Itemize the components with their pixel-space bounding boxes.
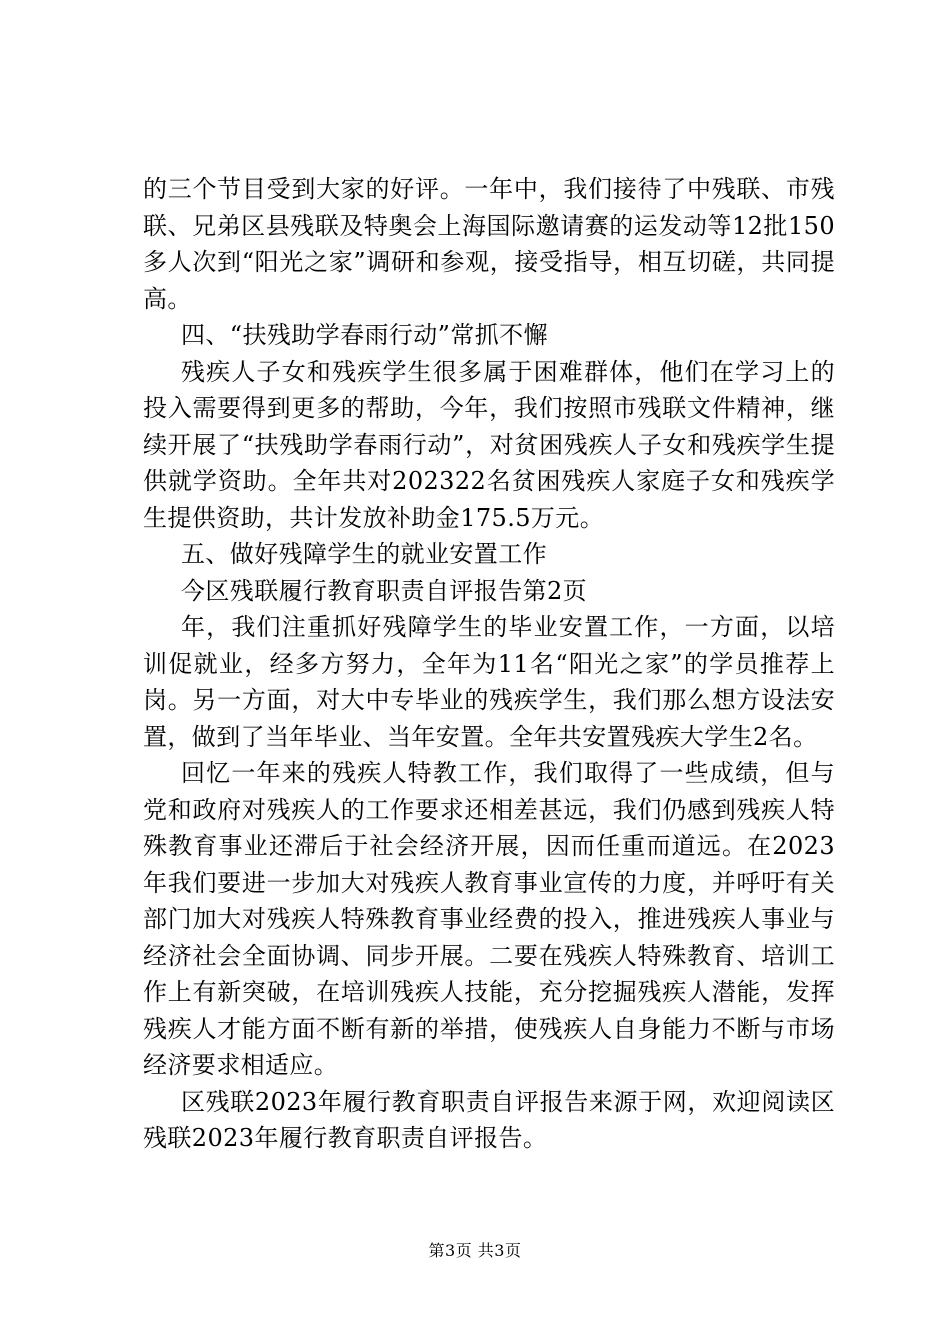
page-footer: 第3页 共3页: [428, 1241, 522, 1260]
paragraph-source-note: 区残联2023年履行教育职责自评报告来源于网，欢迎阅读区残联2023年履行教育职责自评报告。: [143, 1087, 835, 1152]
section-heading-4: 四、“扶残助学春雨行动”常抓不懈: [181, 321, 548, 349]
document-body: [143, 171, 835, 1157]
paragraph-review: 回忆一年来的残疾人特教工作，我们取得了一些成绩，但与党和政府对残疾人的工作要求还相差甚远，我们仍感到残疾人特殊教育事业还滞后于社会经济开展，因而任重而道远。在2023年我们要进一步加大对残疾人教育事业宣传的力度，并呼吁有关部门加大对残疾人特殊教育事业经费的投入，推进残疾人事业与经济社会全面协调、同步开展。二要在残疾人特殊教育、培训工作上有新突破，在培训残疾人技能，充分挖掘残疾人潜能，发挥残疾人才能方面不断有新的举措，使残疾人自身能力不断与市场经济要求相适应。: [143, 759, 835, 1079]
inline-page-marker: 今区残联履行教育职责自评报告第2页: [181, 576, 588, 605]
paragraph-employment: 年，我们注重抓好残障学生的毕业安置工作，一方面，以培训促就业，经多方努力，全年为11名“阳光之家”的学员推荐上岗。另一方面，对大中专毕业的残疾学生，我们那么想方设法安置，做到了当年毕业、当年安置。全年共安置残疾大学生2名。: [143, 613, 835, 751]
section-heading-5: 五、做好残障学生的就业安置工作: [181, 540, 547, 568]
paragraph-continuation: 的三个节目受到大家的好评。一年中，我们接待了中残联、市残联、兄弟区县残联及特奥会上海国际邀请赛的运发动等12批150多人次到“阳光之家”调研和参观，接受指导，相互切磋，共同提高。: [143, 175, 835, 313]
paragraph-spring-rain: 残疾人子女和残疾学生很多属于困难群体，他们在学习上的投入需要得到更多的帮助，今年，我们按照市残联文件精神，继续开展了“扶残助学春雨行动”，对贫困残疾人子女和残疾学生提供就学资助。全年共对202322名贫困残疾人家庭子女和残疾学生提供资助，共计发放补助金175.5万元。: [143, 357, 835, 532]
